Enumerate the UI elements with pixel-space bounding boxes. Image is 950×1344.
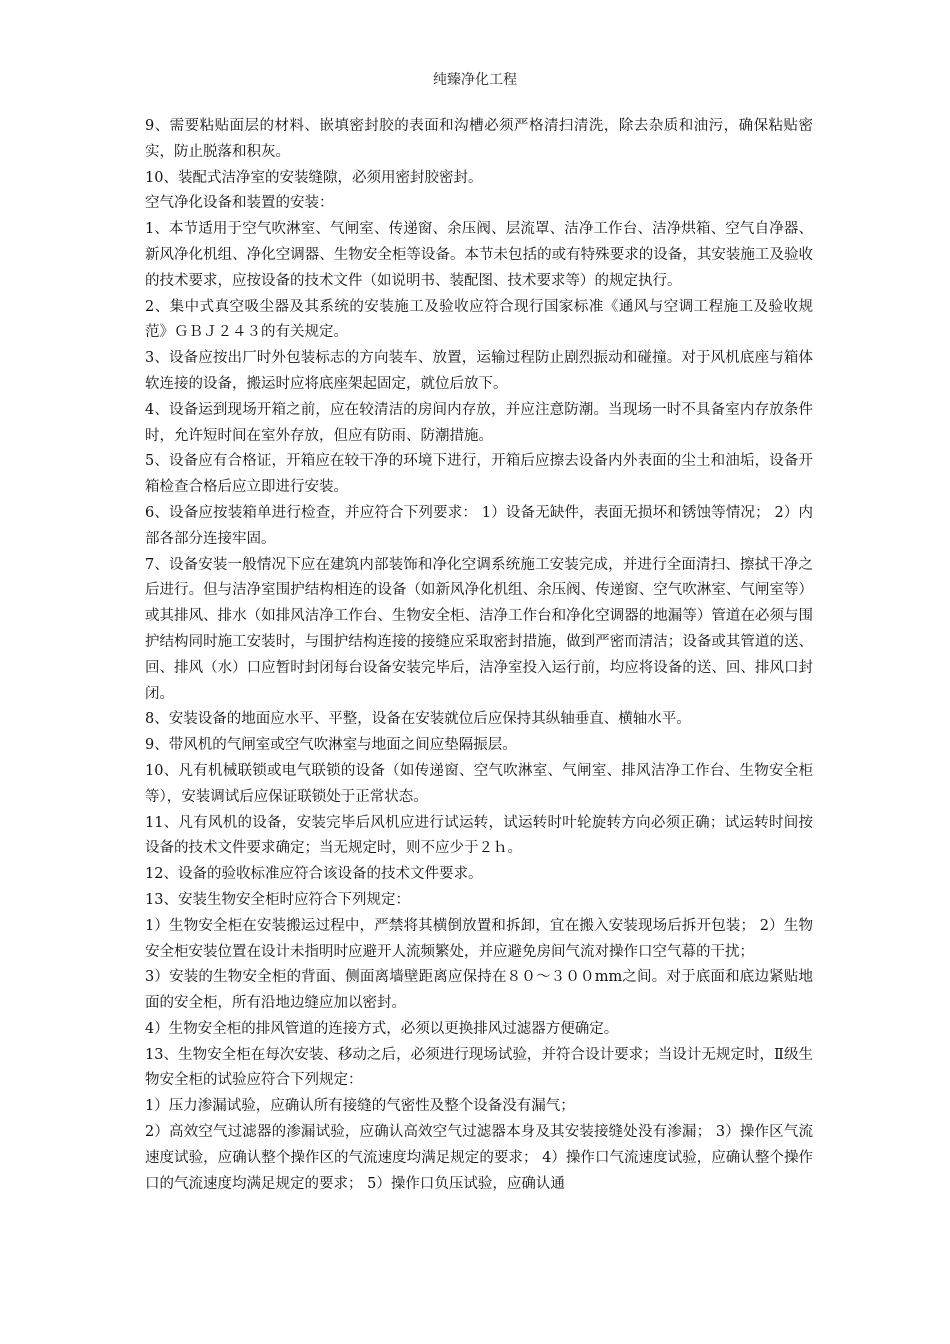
paragraph: 10、凡有机械联锁或电气联锁的设备（如传递窗、空气吹淋室、气闸室、排风洁净工作台、生物安全柜等），安装调试后应保证联锁处于正常状态。 bbox=[145, 762, 813, 805]
paragraph: 3、设备应按出厂时外包装标志的方向装车、放置，运输过程防止剧烈振动和碰撞。对于风机底座与箱体软连接的设备，搬运时应将底座架起固定，就位后放下。 bbox=[145, 350, 813, 392]
paragraph: 空气净化设备和装置的安装： bbox=[145, 195, 334, 212]
paragraph: 9、带风机的气闸室或空气吹淋室与地面之间应垫隔振层。 bbox=[145, 737, 517, 754]
paragraph: 6、设备应按装箱单进行检查，并应符合下列要求： 1）设备无缺件，表面无损坏和锈蚀等情况； 2）内部各部分连接牢固。 bbox=[145, 504, 813, 547]
paragraph: 11、凡有风机的设备，安装完毕后风机应进行试运转，试运转时叶轮旋转方向必须正确；试运转时间按设备的技术文件要求确定；当无规定时，则不应少于２ｈ。 bbox=[145, 814, 813, 857]
paragraph: 1、本节适用于空气吹淋室、气闸室、传递窗、余压阀、层流罩、洁净工作台、洁净烘箱、空气自净器、新风净化机组、净化空调器、生物安全柜等设备。本节未包括的或有特殊要求的设备，其安装施工及验收的技术要求，应按设备的技术文件（如说明书、装配图、技术要求等）的规定执行。 bbox=[145, 221, 813, 289]
page-header bbox=[0, 70, 950, 90]
paragraph: 1）生物安全柜在安装搬运过程中，严禁将其横倒放置和拆卸，宜在搬入安装现场后拆开包装； 2）生物安全柜安装位置在设计未指明时应避开人流频繁处，并应避免房间气流对操作口空气幕的干扰； bbox=[145, 917, 813, 960]
paragraph: 7、设备安装一般情况下应在建筑内部装饰和净化空调系统施工安装完成，并进行全面清扫、擦拭干净之后进行。但与洁净室围护结构相连的设备（如新风净化机组、余压阀、传递窗、空气吹淋室、气闸室等）或其排风、排水（如排风洁净工作台、生物安全柜、洁净工作台和净化空调器的地漏等）管道在必须与围护结构同时施工安装时，与围护结构连接的接缝应采取密封措施，做到严密而清洁；设备或其管道的送、回、排风（水）口应暂时封闭每台设备安装完毕后，洁净室投入运行前，均应将设备的送、回、排风口封闭。 bbox=[145, 556, 813, 702]
paragraph: 3）安装的生物安全柜的背面、侧面离墙壁距离应保持在８０～３００mm之间。对于底面和底边紧贴地面的安全柜，所有沿地边缝应加以密封。 bbox=[145, 969, 813, 1012]
paragraph: 13、生物安全柜在每次安装、移动之后，必须进行现场试验，并符合设计要求；当设计无规定时，Ⅱ级生物安全柜的试验应符合下列规定： bbox=[145, 1046, 813, 1089]
paragraph: 5、设备应有合格证，开箱应在较干净的环境下进行，开箱后应擦去设备内外表面的尘土和油垢，设备开箱检查合格后应立即进行安装。 bbox=[145, 453, 813, 496]
paragraph: 4、设备运到现场开箱之前，应在较清洁的房间内存放，并应注意防潮。当现场一时不具备室内存放条件时，允许短时间在室外存放，但应有防雨、防潮措施。 bbox=[145, 401, 813, 444]
document-body bbox=[145, 114, 813, 1197]
paragraph: 4）生物安全柜的排风管道的连接方式，必须以更换排风过滤器方便确定。 bbox=[145, 1020, 619, 1037]
paragraph: 1）压力渗漏试验，应确认所有接缝的气密性及整个设备没有漏气； bbox=[145, 1098, 575, 1115]
paragraph: 10、装配式洁净室的安装缝隙，必须用密封胶密封。 bbox=[145, 169, 483, 186]
paragraph: 9、需要粘贴面层的材料、嵌填密封胶的表面和沟槽必须严格清扫清洗，除去杂质和油污，确保粘贴密实，防止脱落和积灰。 bbox=[145, 118, 813, 160]
header-title: 纯臻净化工程 bbox=[433, 72, 517, 88]
paragraph: 8、安装设备的地面应水平、平整，设备在安装就位后应保持其纵轴垂直、横轴水平。 bbox=[145, 711, 691, 728]
paragraph: 13、安装生物安全柜时应符合下列规定： bbox=[145, 891, 410, 908]
paragraph: 12、设备的验收标准应符合该设备的技术文件要求。 bbox=[145, 866, 483, 883]
paragraph: 2、集中式真空吸尘器及其系统的安装施工及验收应符合现行国家标准《通风与空调工程施工及验收规范》ＧＢＪ２４３的有关规定。 bbox=[145, 298, 813, 341]
paragraph: 2）高效空气过滤器的渗漏试验，应确认高效空气过滤器本身及其安装接缝处没有渗漏； 3）操作区气流速度试验，应确认整个操作区的气流速度均满足规定的要求； 4）操作口气流速度试验，应确认整个操作口的气流速度均满足规定的要求； 5）操作口负压试验，应确认通 bbox=[145, 1124, 813, 1192]
